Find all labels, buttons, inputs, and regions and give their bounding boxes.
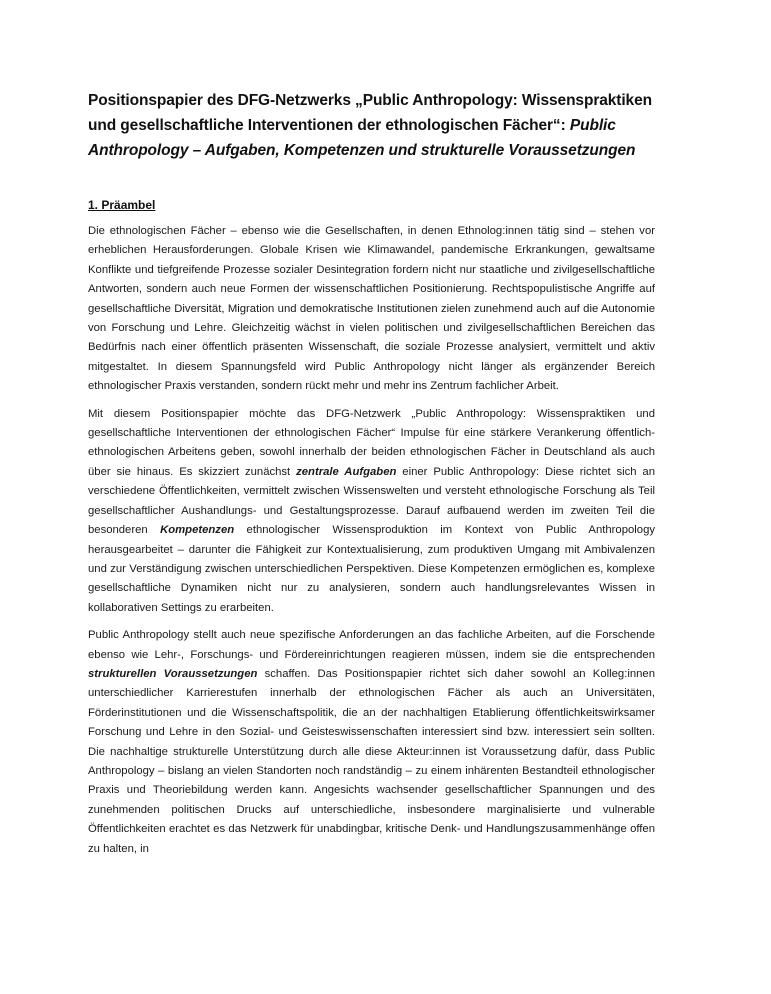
title-main: Positionspapier des DFG-Netzwerks „Public Anthropology: Wissenspraktiken und gesellschaftliche Interventionen der ethnologischen Fächer“: [88,92,652,134]
paragraph-2 [88,405,655,618]
emphasis-kompetenzen: Kompetenzen [160,524,235,537]
emphasis-zentrale-aufgaben: zentrale Aufgaben [296,465,397,478]
paragraph-2-text-c: ethnologischer Wissensproduktion im Kontext von Public Anthropology herausgearbeitet – darunter die Fähigkeit zur Kontextualisierung, zum produktiven Umgang mit Ambivalenzen und zur Verständigung zwischen unterschiedlichen Perspektiven. Diese Kompetenzen ermöglichen es, komplexe gesellschaftliche Dynamiken nicht nur zu analysieren, sondern auch handlungsrelevantes Wissen in kollaborativen Settings zu erarbeiten. [88,524,655,614]
paragraph-3 [88,626,655,859]
paragraph-3-text-a: Public Anthropology stellt auch neue spezifische Anforderungen an das fachliche Arbeiten, auf die Forschende ebenso wie Lehr-, Forschungs- und Fördereinrichtungen reagieren müssen, indem sie die entsprechenden [88,629,655,661]
paragraph-3-text-b: schaffen. Das Positionspapier richtet sich daher sowohl an Kolleg:innen unterschiedlicher Karrierestufen innerhalb der ethnologischen Fächer als auch an Universitäten, Förderinstitutionen und die Wissenschaftspolitik, die an der nachhaltigen Etablierung öffentlichkeitswirksamer Forschung und Lehre in den Sozial- und Geisteswissenschaften interessiert sind bzw. interessiert sein sollten. Die nachhaltige strukturelle Unterstützung durch alle diese Akteur:innen ist Voraussetzung dafür, dass Public Anthropology – bislang an vielen Standorten noch randständig – zu einem inhärenten Bestandteil ethnologischer Praxis und Theoriebildung werden kann. Angesichts wachsender gesellschaftlicher Spannungen und des zunehmenden politischen Drucks auf unterschiedliche, insbesondere marginalisierte und vulnerable Öffentlichkeiten erachtet es das Netzwerk für unabdingbar, kritische Denk- und Handlungszusammenhänge offen zu halten, in [88,667,655,855]
paragraph-2-text-a: Mit diesem Positionspapier möchte das DFG-Netzwerk „Public Anthropology: Wissenspraktiken und gesellschaftliche Interventionen der ethnologischen Fächer“ Impulse für eine stärkere Verankerung öffentlich-ethnologischen Arbeitens geben, sowohl innerhalb der beiden ethnologischen Fächer in Deutschland als auch über sie hinaus. Es skizziert zunächst [88,407,655,478]
emphasis-strukturelle-voraussetzungen: strukturellen Voraussetzungen [88,667,258,680]
paragraph-1: Die ethnologischen Fächer – ebenso wie die Gesellschaften, in denen Ethnolog:innen tätig sind – stehen vor erheblichen Herausforderungen. Globale Krisen wie Klimawandel, pandemische Erkrankungen, gewaltsame Konflikte und tiefgreifende Prozesse sozialer Desintegration fordern nicht nur staatliche und zivilgesellschaftliche Antworten, sondern auch neue Formen der wissenschaftlichen Positionierung. Rechtspopulistische Angriffe auf gesellschaftliche Diversität, Migration und demokratische Institutionen zielen zunehmend auch auf die Autonomie von Forschung und Lehre. Gleichzeitig wächst in vielen politischen und zivilgesellschaftlichen Bereichen das Bedürfnis nach einer öffentlich präsenten Wissenschaft, die soziale Prozesse analysiert, vermittelt und aktiv mitgestaltet. In diesem Spannungsfeld wird Public Anthropology nicht länger als ergänzender Bereich ethnologischer Praxis verstanden, sondern rückt mehr und mehr ins Zentrum fachlicher Arbeit. [88,225,655,393]
section-heading-praeambel: 1. Präambel [88,198,156,212]
document-title [88,88,656,163]
paragraph-2-text-b: einer Public Anthropology: Diese richtet sich an verschiedene Öffentlichkeiten, vermittelt zwischen Wissenswelten und versteht ethnologische Forschung als Teil gesellschaftlicher Aushandlungs- und Gestaltungsprozesse. Darauf aufbauend werden im zweiten Teil die besonderen [88,465,655,537]
document-body [88,222,655,867]
title-subtitle: Public Anthropology – Aufgaben, Kompetenzen und strukturelle Voraussetzungen [88,117,636,159]
